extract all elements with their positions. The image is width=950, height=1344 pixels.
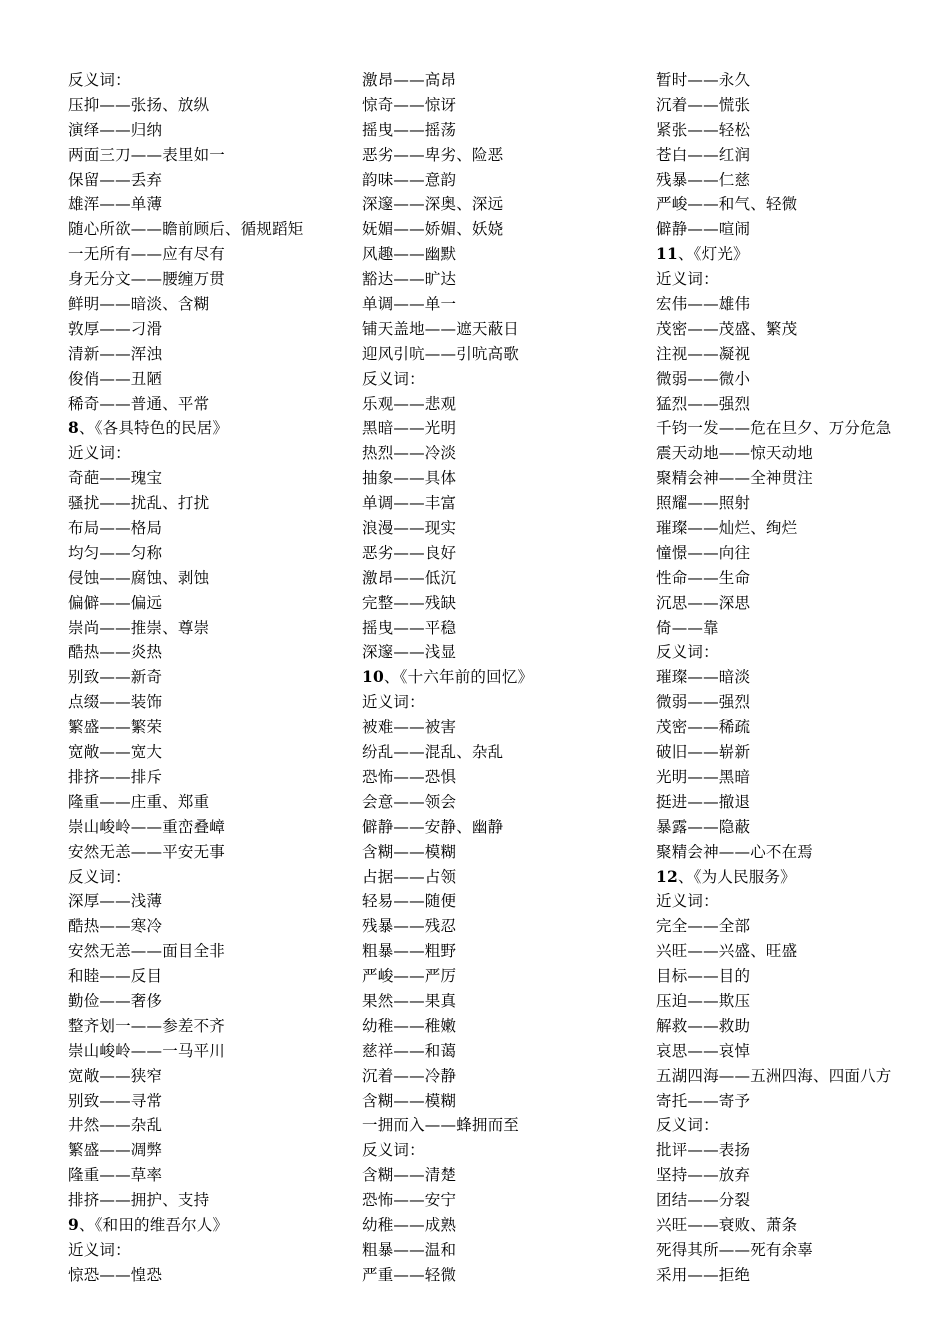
- section-label: 近义词：: [68, 1240, 131, 1259]
- word-pair: 黑暗——光明: [362, 419, 457, 438]
- word-pair: 敦厚——刁滑: [68, 319, 163, 338]
- section-label: 反义词：: [656, 1116, 719, 1135]
- lesson-heading: 9、《和田的维吾尔人》: [68, 1214, 229, 1234]
- word-pair: 清新——浑浊: [68, 344, 163, 363]
- word-pair: 破旧——崭新: [656, 743, 751, 762]
- word-pair: 保留——丢弃: [68, 170, 163, 189]
- word-pair: 纷乱——混乱、杂乱: [362, 743, 504, 762]
- word-pair: 慈祥——和蔼: [362, 1041, 457, 1060]
- word-pair: 含糊——清楚: [362, 1166, 457, 1185]
- word-pair: 排挤——排斥: [68, 767, 163, 786]
- word-pair: 摇曳——平稳: [362, 618, 457, 637]
- word-pair: 别致——新奇: [68, 668, 163, 687]
- word-pair: 注视——凝视: [656, 344, 751, 363]
- word-pair: 单调——丰富: [362, 494, 457, 513]
- word-pair: 果然——果真: [362, 991, 457, 1010]
- word-pair: 铺天盖地——遮天蔽日: [362, 319, 520, 338]
- word-pair: 解救——救助: [656, 1016, 751, 1035]
- word-pair: 完全——全部: [656, 917, 751, 936]
- word-pair: 宏伟——雄伟: [656, 295, 751, 314]
- word-pair: 崇山峻岭——一马平川: [68, 1041, 226, 1060]
- column-3: [656, 68, 892, 1288]
- word-pair: 团结——分裂: [656, 1191, 751, 1210]
- word-pair: 粗暴——粗野: [362, 942, 457, 961]
- word-pair: 残暴——仁慈: [656, 170, 751, 189]
- word-pair: 恐怖——安宁: [362, 1191, 457, 1210]
- word-pair: 一无所有——应有尽有: [68, 245, 226, 264]
- word-pair: 幼稚——成熟: [362, 1215, 457, 1234]
- word-pair: 繁盛——繁荣: [68, 718, 163, 737]
- word-pair: 沉思——深思: [656, 593, 751, 612]
- word-pair: 严重——轻微: [362, 1265, 457, 1284]
- word-pair: 完整——残缺: [362, 593, 457, 612]
- column-1: [68, 68, 304, 1288]
- word-pair: 严峻——和气、轻微: [656, 195, 798, 214]
- word-pair: 五湖四海——五洲四海、四面八方: [656, 1066, 892, 1085]
- word-pair: 均匀——匀称: [68, 543, 163, 562]
- word-pair: 抽象——具体: [362, 469, 457, 488]
- word-pair: 单调——单一: [362, 295, 457, 314]
- word-pair: 浪漫——现实: [362, 519, 457, 538]
- word-pair: 激昂——高昂: [362, 71, 457, 89]
- word-pair: 隆重——草率: [68, 1166, 163, 1185]
- word-pair: 震天动地——惊天动地: [656, 444, 814, 463]
- lesson-heading: 12、《为人民服务》: [656, 866, 796, 886]
- word-pair: 僻静——喧闹: [656, 220, 751, 239]
- word-pair: 压迫——欺压: [656, 991, 751, 1010]
- word-pair: 骚扰——扰乱、打扰: [68, 494, 210, 513]
- word-pair: 摇曳——摇荡: [362, 120, 457, 139]
- lesson-heading: 11、《灯光》: [656, 244, 749, 264]
- word-pair: 宽敞——狭窄: [68, 1066, 163, 1085]
- word-pair: 鲜明——暗淡、含糊: [68, 295, 210, 314]
- word-pair: 酷热——炎热: [68, 643, 163, 662]
- word-pair: 偏僻——偏远: [68, 593, 163, 612]
- word-pair: 布局——格局: [68, 519, 163, 538]
- word-pair: 稀奇——普通、平常: [68, 394, 210, 413]
- word-pair: 猛烈——强烈: [656, 394, 751, 413]
- word-pair: 惊恐——惶恐: [68, 1265, 163, 1284]
- word-pair: 聚精会神——心不在焉: [656, 842, 814, 861]
- word-pair: 苍白——红润: [656, 145, 751, 164]
- word-pair: 璀璨——暗淡: [656, 668, 751, 687]
- word-pair: 暂时——永久: [656, 71, 751, 89]
- word-pair: 暴露——隐蔽: [656, 817, 751, 836]
- word-pair: 璀璨——灿烂、绚烂: [656, 519, 798, 538]
- word-pair: 恐怖——恐惧: [362, 767, 457, 786]
- section-label: 反义词：: [362, 369, 425, 388]
- word-pair: 整齐划一——参差不齐: [68, 1016, 226, 1035]
- word-pair: 乐观——悲观: [362, 394, 457, 413]
- word-pair: 批评——表扬: [656, 1141, 751, 1160]
- word-pair: 被难——被害: [362, 718, 457, 737]
- word-pair: 占据——占领: [362, 867, 457, 886]
- word-pair: 点缀——装饰: [68, 693, 163, 712]
- word-pair: 幼稚——稚嫩: [362, 1016, 457, 1035]
- word-pair: 安然无恙——平安无事: [68, 842, 226, 861]
- word-pair: 繁盛——凋弊: [68, 1141, 163, 1160]
- word-pair: 死得其所——死有余辜: [656, 1240, 814, 1259]
- section-label: 反义词：: [68, 867, 131, 886]
- word-pair: 风趣——幽默: [362, 245, 457, 264]
- word-pair: 勤俭——奢侈: [68, 991, 163, 1010]
- word-pair: 沉着——冷静: [362, 1066, 457, 1085]
- word-pair: 一拥而入——蜂拥而至: [362, 1116, 520, 1135]
- word-pair: 隆重——庄重、郑重: [68, 792, 210, 811]
- word-pair: 韵味——意韵: [362, 170, 457, 189]
- word-pair: 排挤——拥护、支持: [68, 1191, 210, 1210]
- word-pair: 两面三刀——表里如一: [68, 145, 226, 164]
- word-pair: 茂密——稀疏: [656, 718, 751, 737]
- section-label: 近义词：: [656, 892, 719, 911]
- word-pair: 微弱——强烈: [656, 693, 751, 712]
- word-pair: 坚持——放弃: [656, 1166, 751, 1185]
- word-pair: 恶劣——卑劣、险恶: [362, 145, 504, 164]
- word-pair: 演绎——归纳: [68, 120, 163, 139]
- column-2: [362, 68, 533, 1288]
- word-pair: 挺进——撤退: [656, 792, 751, 811]
- word-pair: 僻静——安静、幽静: [362, 817, 504, 836]
- word-pair: 聚精会神——全神贯注: [656, 469, 814, 488]
- word-pair: 千钧一发——危在旦夕、万分危急: [656, 419, 892, 438]
- word-pair: 含糊——模糊: [362, 842, 457, 861]
- word-pair: 迎风引吭——引吭高歌: [362, 344, 520, 363]
- section-label: 近义词：: [68, 444, 131, 463]
- word-pair: 性命——生命: [656, 568, 751, 587]
- word-pair: 崇山峻岭——重峦叠嶂: [68, 817, 226, 836]
- word-pair: 宽敞——宽大: [68, 743, 163, 762]
- word-pair: 酷热——寒冷: [68, 917, 163, 936]
- word-pair: 微弱——微小: [656, 369, 751, 388]
- word-pair: 侵蚀——腐蚀、剥蚀: [68, 568, 210, 587]
- word-pair: 茂密——茂盛、繁茂: [656, 319, 798, 338]
- section-label: 反义词：: [68, 71, 131, 89]
- word-pair: 深邃——深奥、深远: [362, 195, 504, 214]
- section-label: 近义词：: [362, 693, 425, 712]
- word-pair: 严峻——严厉: [362, 967, 457, 986]
- section-label: 近义词：: [656, 270, 719, 289]
- word-pair: 含糊——模糊: [362, 1091, 457, 1110]
- word-pair: 奇葩——瑰宝: [68, 469, 163, 488]
- word-pair: 残暴——残忍: [362, 917, 457, 936]
- word-pair: 惊奇——惊讶: [362, 95, 457, 114]
- word-pair: 沉着——慌张: [656, 95, 751, 114]
- word-pair: 激昂——低沉: [362, 568, 457, 587]
- section-label: 反义词：: [656, 643, 719, 662]
- word-pair: 采用——拒绝: [656, 1265, 751, 1284]
- word-pair: 会意——领会: [362, 792, 457, 811]
- word-pair: 恶劣——良好: [362, 543, 457, 562]
- word-pair: 轻易——随便: [362, 892, 457, 911]
- word-pair: 井然——杂乱: [68, 1116, 163, 1135]
- word-pair: 压抑——张扬、放纵: [68, 95, 210, 114]
- lesson-heading: 10、《十六年前的回忆》: [362, 667, 534, 687]
- word-pair: 深厚——浅薄: [68, 892, 163, 911]
- word-pair: 安然无恙——面目全非: [68, 942, 226, 961]
- word-pair: 兴旺——衰败、萧条: [656, 1215, 798, 1234]
- word-pair: 别致——寻常: [68, 1091, 163, 1110]
- word-pair: 紧张——轻松: [656, 120, 751, 139]
- word-pair: 深邃——浅显: [362, 643, 457, 662]
- word-pair: 粗暴——温和: [362, 1240, 457, 1259]
- word-pair: 豁达——旷达: [362, 270, 457, 289]
- word-pair: 倚——靠: [656, 618, 719, 637]
- word-pair: 光明——黑暗: [656, 767, 751, 786]
- word-pair: 和睦——反目: [68, 967, 163, 986]
- word-pair: 热烈——冷淡: [362, 444, 457, 463]
- word-pair: 寄托——寄予: [656, 1091, 751, 1110]
- word-pair: 随心所欲——瞻前顾后、循规蹈矩: [68, 220, 304, 239]
- word-pair: 憧憬——向往: [656, 543, 751, 562]
- word-pair: 兴旺——兴盛、旺盛: [656, 942, 798, 961]
- word-pair: 崇尚——推崇、尊崇: [68, 618, 210, 637]
- word-pair: 照耀——照射: [656, 494, 751, 513]
- lesson-heading: 8、《各具特色的民居》: [68, 418, 229, 438]
- word-pair: 雄浑——单薄: [68, 195, 163, 214]
- word-pair: 俊俏——丑陋: [68, 369, 163, 388]
- word-pair: 身无分文——腰缠万贯: [68, 270, 226, 289]
- word-pair: 哀思——哀悼: [656, 1041, 751, 1060]
- section-label: 反义词：: [362, 1141, 425, 1160]
- word-pair: 妩媚——娇媚、妖娆: [362, 220, 504, 239]
- word-pair: 目标——目的: [656, 967, 751, 986]
